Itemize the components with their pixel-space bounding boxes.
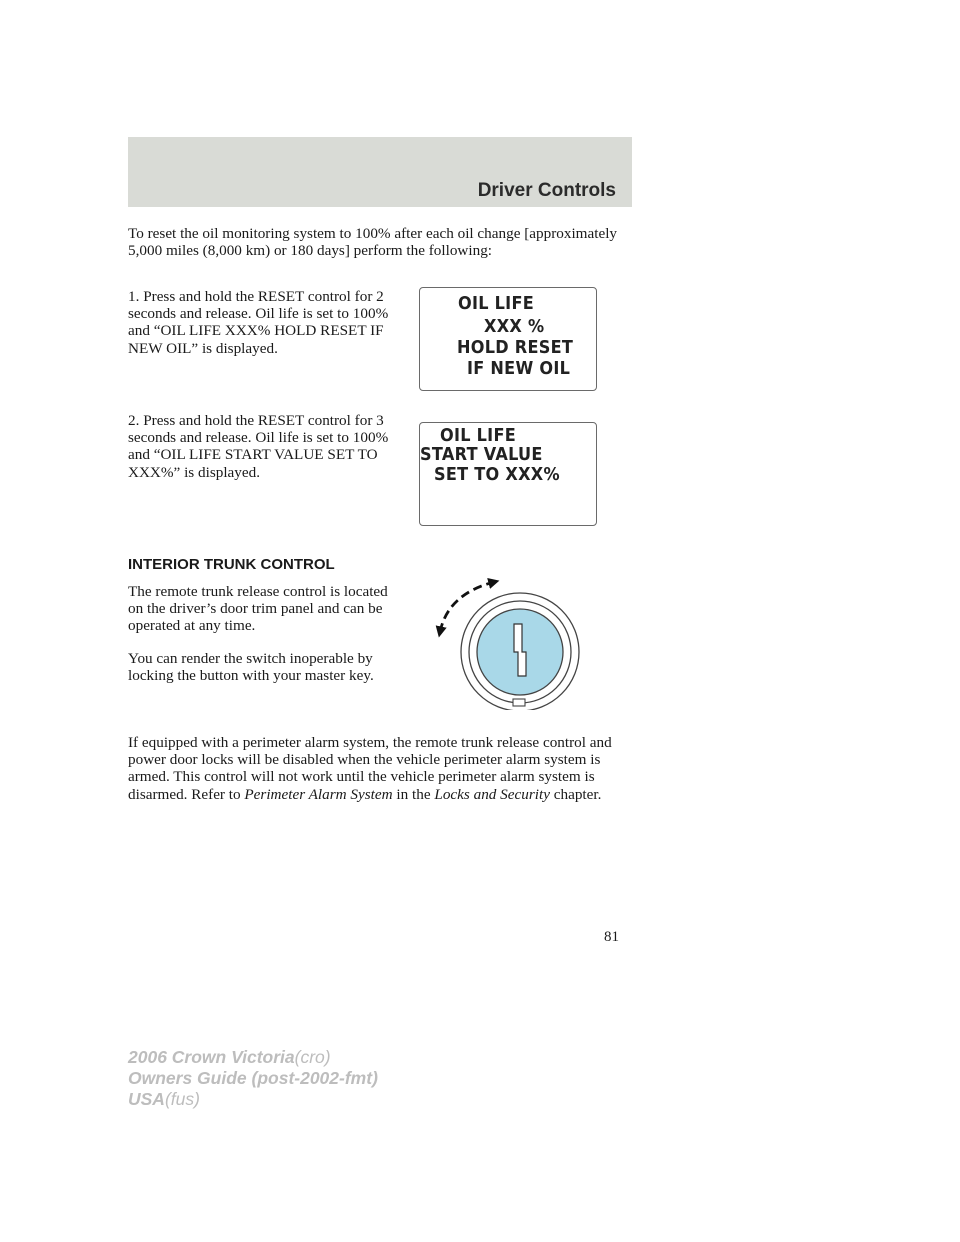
section-title: Driver Controls [477,180,616,201]
header-band [128,137,632,207]
footer-market: USA [128,1089,165,1109]
alarm-text: chapter. [549,785,602,803]
trunk-paragraph-1: The remote trunk release control is located on the driver’s door trim panel and can be operated at any time. [128,583,388,635]
step-2-text: 2. Press and hold the RESET control for 3 seconds and release. Oil life is set to 100% and “OIL LIFE START VALUE SET TO XXX%” is displayed. [128,412,389,481]
alarm-text: If equipped with a perimeter alarm system, the remote trunk release control and power door locks will be disabled when the vehicle perimeter alarm system is armed. This control will not work until the vehicle perimeter alarm system is disarmed. Refer to [128,734,612,803]
step-1-text: 1. Press and hold the RESET control for 2 seconds and release. Oil life is set to 100% and “OIL LIFE XXX% HOLD RESET IF NEW OIL” is displayed. [128,288,389,357]
display-line: HOLD RESET [457,338,574,358]
footer-model: 2006 Crown Victoria [128,1047,295,1067]
cross-reference: Perimeter Alarm System [244,785,393,803]
alarm-text: in the [392,785,435,803]
trunk-release-switch-illustration [430,570,600,710]
page-number: 81 [604,929,619,945]
footer-code: (fus) [164,1089,200,1109]
display-line: XXX % [484,317,545,337]
document-footer [128,1047,378,1110]
trunk-heading: INTERIOR TRUNK CONTROL [128,556,335,573]
trunk-paragraph-2: You can render the switch inoperable by locking the button with your master key. [128,650,374,685]
display-line: SET TO XXX% [434,465,560,485]
display-line: OIL LIFE [458,294,535,314]
alarm-paragraph [128,734,638,803]
switch-tab [513,699,525,706]
footer-line-1 [128,1047,378,1068]
cross-reference: Locks and Security [434,785,550,803]
display-line: OIL LIFE [440,426,517,446]
oil-life-display-2 [419,422,597,526]
footer-line-2: Owners Guide (post-2002-fmt) [128,1068,378,1088]
footer-code: (cro) [294,1047,331,1067]
footer-line-3 [128,1089,378,1110]
intro-paragraph: To reset the oil monitoring system to 100% after each oil change [approximately 5,000 miles (8,000 km) or 180 days] perform the following: [128,225,618,260]
display-line: IF NEW OIL [467,359,571,379]
oil-life-display-1 [419,287,597,391]
display-line: START VALUE [420,445,543,465]
